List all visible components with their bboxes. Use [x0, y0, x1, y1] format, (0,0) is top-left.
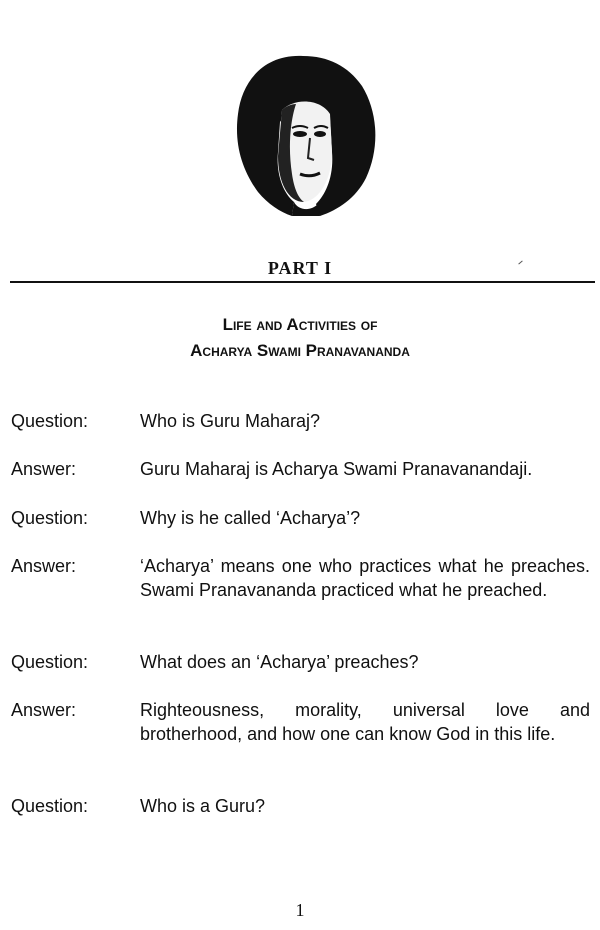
qa-label: Answer:: [11, 700, 77, 720]
qa-text: What does an ‘Acharya’ preaches?: [140, 652, 419, 672]
chapter-title: [0, 312, 600, 364]
qa-text: Guru Maharaj is Acharya Swami Pranavanandaji.: [140, 459, 533, 479]
qa-text: Who is Guru Maharaj?: [140, 411, 321, 431]
chapter-title-line-2: Acharya Swami Pranavananda: [190, 341, 410, 360]
qa-label: Question:: [11, 796, 89, 816]
qa-label: Answer:: [11, 459, 77, 479]
page-number: 1: [295, 900, 305, 920]
qa-text: ‘Acharya’ means one who practices what he preaches. Swami Pranavananda practiced what he preached.: [140, 556, 590, 600]
qa-text: Righteousness, morality, universal love and brotherhood, and how one can know God in this life.: [140, 700, 590, 744]
qa-text: Why is he called ‘Acharya’?: [140, 508, 361, 528]
heading-rule: [10, 281, 595, 283]
qa-label: Question:: [11, 508, 89, 528]
qa-text: Who is a Guru?: [140, 796, 266, 816]
qa-label: Answer:: [11, 556, 77, 576]
qa-label: Question:: [11, 411, 89, 431]
qa-label: Question:: [11, 652, 89, 672]
part-heading: PART I: [267, 258, 333, 278]
portrait-image: [220, 52, 386, 218]
chapter-title-line-1: Life and Activities of: [222, 315, 378, 334]
